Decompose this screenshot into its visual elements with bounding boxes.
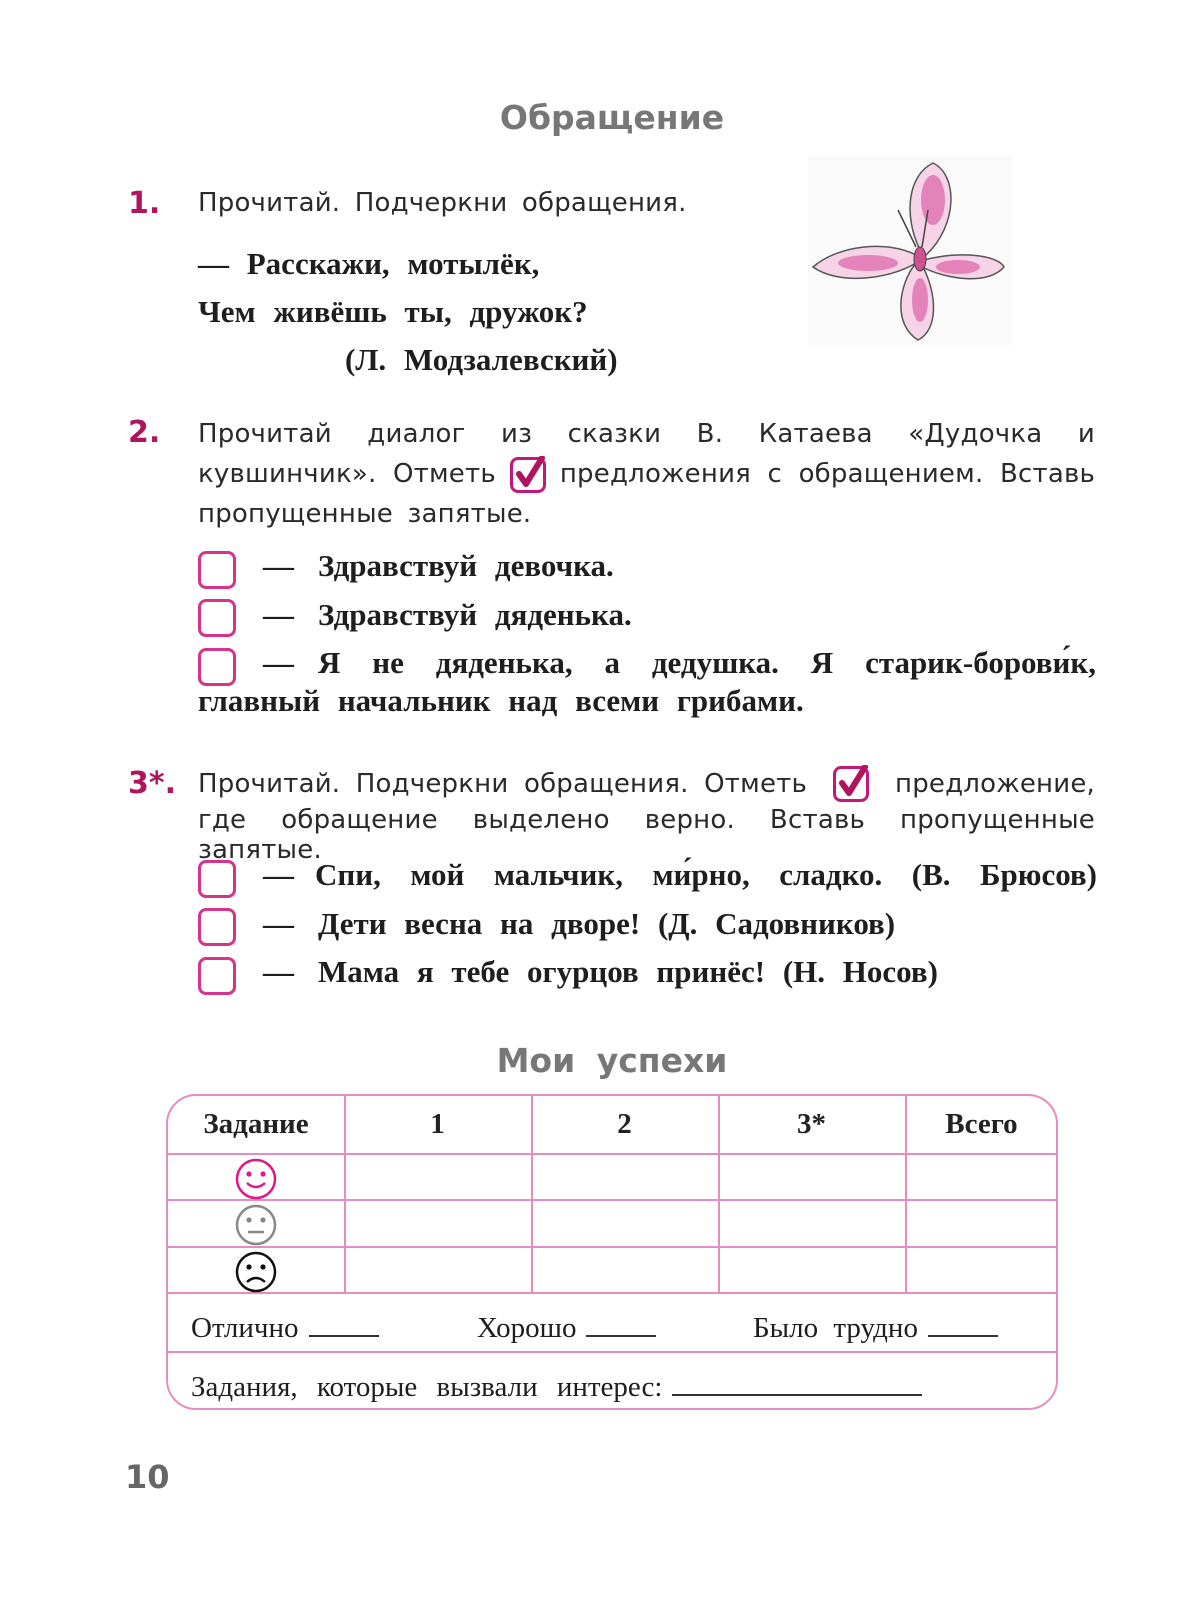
sentence: Спи, мой мальчик, ми́рно, сладко. (В. Брюсов) <box>315 857 1097 892</box>
progress-table <box>166 1094 1058 1410</box>
rating-label: Хорошо <box>477 1312 577 1344</box>
instruction-text: предложение, <box>895 769 1095 799</box>
header-2: 2 <box>617 1108 632 1140</box>
dash: — <box>263 906 294 941</box>
sentence: Я не дяденька, а дедушка. Я старик-борови́к, <box>318 645 1096 680</box>
sentence-continuation: главный начальник над всеми грибами. <box>198 683 804 718</box>
dash: — <box>263 954 294 989</box>
rating-excellent <box>191 1312 379 1345</box>
header-task: Задание <box>203 1108 309 1140</box>
answer-checkbox[interactable] <box>198 599 236 637</box>
task-instruction: Прочитай. Подчеркни обращения. <box>198 188 687 218</box>
task-number: 1. <box>128 186 161 221</box>
page-title: Обращение <box>499 98 725 137</box>
answer-checkbox[interactable] <box>198 860 236 898</box>
butterfly-illustration <box>808 155 1013 345</box>
sentence: Здравствуй дяденька. <box>318 597 632 632</box>
poem-author: (Л. Модзалевский) <box>345 342 618 377</box>
task-number: 2. <box>128 415 161 450</box>
instruction-text: Прочитай. Подчеркни обращения. Отметь <box>198 769 808 799</box>
interest-row <box>191 1371 922 1404</box>
dash: — <box>263 548 294 583</box>
header-1: 1 <box>430 1108 445 1140</box>
poem-line: Чем живёшь ты, дружок? <box>198 294 588 329</box>
rating-difficult <box>753 1312 998 1345</box>
dash: — <box>263 597 294 632</box>
progress-title: Мои успехи <box>496 1041 728 1080</box>
task-number: 3*. <box>128 766 176 801</box>
answer-checkbox[interactable] <box>198 957 236 995</box>
smile-icon <box>235 1158 277 1200</box>
answer-checkbox[interactable] <box>198 648 236 686</box>
dash: — <box>263 645 294 680</box>
poem-line: — Расскажи, мотылёк, <box>198 246 540 281</box>
page-number: 10 <box>125 1458 170 1496</box>
instruction-text: где обращение выделено верно. Вставь пропущенные запятые. <box>198 805 1095 865</box>
interest-label: Задания, которые вызвали интерес: <box>191 1371 663 1403</box>
blank-line[interactable] <box>309 1335 379 1337</box>
dash: — <box>263 857 294 892</box>
checkbox-checked-icon <box>510 457 546 493</box>
header-total: Всего <box>945 1108 1018 1140</box>
header-3: 3* <box>797 1108 826 1140</box>
butterfly-icon <box>808 155 1013 345</box>
task-instruction <box>198 766 1095 802</box>
rating-label: Было трудно <box>753 1312 918 1344</box>
answer-checkbox[interactable] <box>198 908 236 946</box>
rating-good <box>477 1312 656 1345</box>
blank-line[interactable] <box>672 1394 922 1396</box>
sentence: Мама я тебе огурцов принёс! (Н. Носов) <box>318 954 938 989</box>
instruction-text: предложения с обращением. Вставь пропущенные запятые. <box>198 459 1095 529</box>
blank-line[interactable] <box>928 1335 998 1337</box>
checkbox-checked-icon <box>833 766 869 802</box>
blank-line[interactable] <box>586 1335 656 1337</box>
sentence: Здравствуй девочка. <box>318 548 614 583</box>
neutral-face-icon <box>235 1204 277 1246</box>
instruction-text: Прочитай диалог из сказки В. Катаева «Дудочка и кувшинчик». Отметь <box>198 419 1095 489</box>
sentence: Дети весна на дворе! (Д. Садовников) <box>318 906 896 941</box>
sad-face-icon <box>235 1251 277 1293</box>
answer-checkbox[interactable] <box>198 551 236 589</box>
rating-label: Отлично <box>191 1312 299 1344</box>
task-instruction <box>198 414 1095 534</box>
